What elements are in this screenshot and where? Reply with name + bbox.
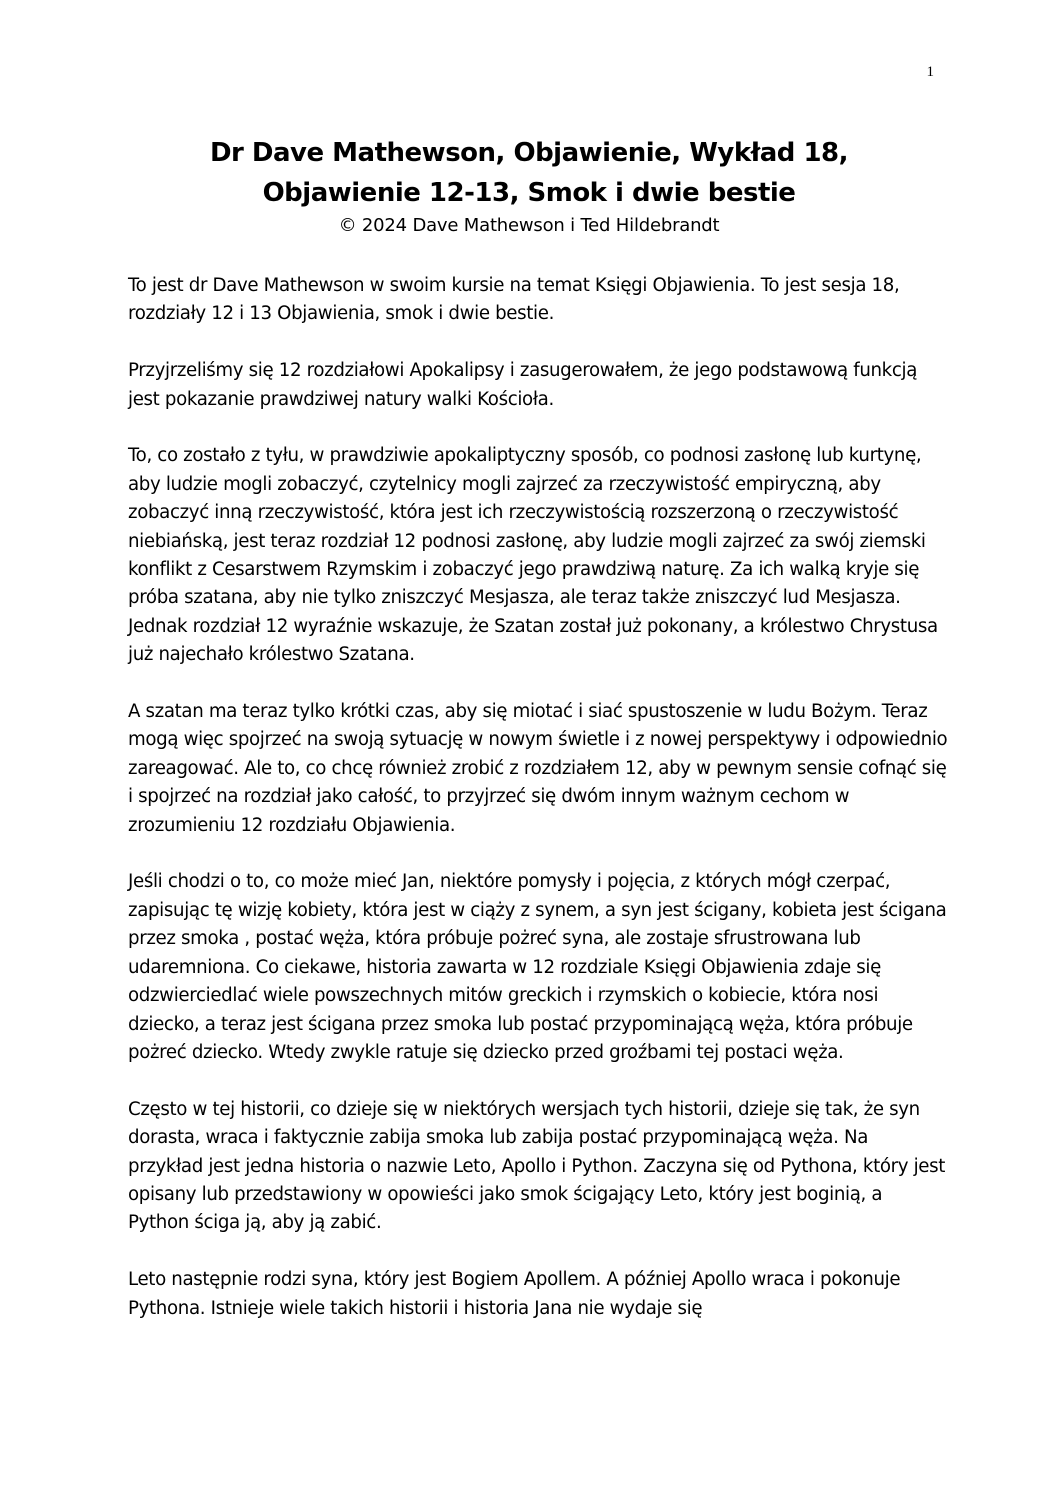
document-title-line-1: Dr Dave Mathewson, Objawienie, Wykład 18,	[209, 138, 849, 168]
paragraph: Przyjrzeliśmy się 12 rozdziałowi Apokalipsy i zasugerowałem, że jego podstawową funkcją jest pokazanie prawdziwej natury walki Kościoła.	[128, 360, 918, 410]
paragraph: A szatan ma teraz tylko krótki czas, aby się miotać i siać spustoszenie w ludu Bożym. Teraz mogą więc spojrzeć na swoją sytuację w nowym świetle i z nowej perspektywy i odpowiednio zareagować. Ale to, co chcę również zrobić z rozdziałem 12, aby w pewnym sensie cofnąć się i spojrzeć na rozdział jako całość, to przyjrzeć się dwóm innym ważnym cechom w zrozumieniu 12 rozdziału Objawienia.	[128, 701, 948, 836]
paragraph: Jeśli chodzi o to, co może mieć Jan, niektóre pomysły i pojęcia, z których mógł czerpać, zapisując tę wizję kobiety, która jest w ciąży z synem, a syn jest ścigany, kobieta jest ścigana przez smoka , postać węża, która próbuje pożreć syna, ale zostaje sfrustrowana lub udaremniona. Co ciekawe, historia zawarta w 12 rozdziale Księgi Objawienia zdaje się odzwierciedlać wiele powszechnych mitów greckich i rzymskich o kobiecie, która nosi dziecko, a teraz jest ścigana przez smoka lub postać przypominającą węża, która próbuje pożreć dziecko. Wtedy zwykle ratuje się dziecko przed groźbami tej postaci węża.	[128, 871, 947, 1063]
copyright-notice: © 2024 Dave Mathewson i Ted Hildebrandt	[338, 215, 720, 236]
document-body	[128, 272, 948, 1351]
paragraph: To, co zostało z tyłu, w prawdziwie apokaliptyczny sposób, co podnosi zasłonę lub kurtynę, aby ludzie mogli zobaczyć, czytelnicy mogli zajrzeć za rzeczywistość empiryczną, aby zobaczyć inną rzeczywistość, która jest ich rzeczywistością rozszerzoną o rzeczywistość niebiańską, jest teraz rozdział 12 podnosi zasłonę, aby ludzie mogli zajrzeć za swój ziemski konflikt z Cesarstwem Rzymskim i zobaczyć jego prawdziwą naturę. Za ich walką kryje się próba szatana, aby nie tylko zniszczyć Mesjasza, ale teraz także zniszczyć lud Mesjasza. Jednak rozdział 12 wyraźnie wskazuje, że Szatan został już pokonany, a królestwo Chrystusa już najechało królestwo Szatana.	[128, 445, 938, 666]
paragraph: Często w tej historii, co dzieje się w niektórych wersjach tych historii, dzieje się tak, że syn dorasta, wraca i faktycznie zabija smoka lub zabija postać przypominającą węża. Na przykład jest jedna historia o nazwie Leto, Apollo i Python. Zaczyna się od Pythona, który jest opisany lub przedstawiony w opowieści jako smok ścigający Leto, który jest boginią, a Python ściga ją, aby ją zabić.	[128, 1098, 946, 1234]
title-block	[100, 133, 958, 239]
document-title-line-2: Objawienie 12-13, Smok i dwie bestie	[262, 178, 796, 208]
paragraph: Leto następnie rodzi syna, który jest Bogiem Apollem. A później Apollo wraca i pokonuje Pythona. Istnieje wiele takich historii i historia Jana nie wydaje się	[128, 1269, 901, 1319]
paragraph: To jest dr Dave Mathewson w swoim kursie na temat Księgi Objawienia. To jest sesja 18, rozdziały 12 i 13 Objawienia, smok i dwie bestie.	[128, 275, 900, 325]
page-number: 1	[926, 64, 934, 80]
